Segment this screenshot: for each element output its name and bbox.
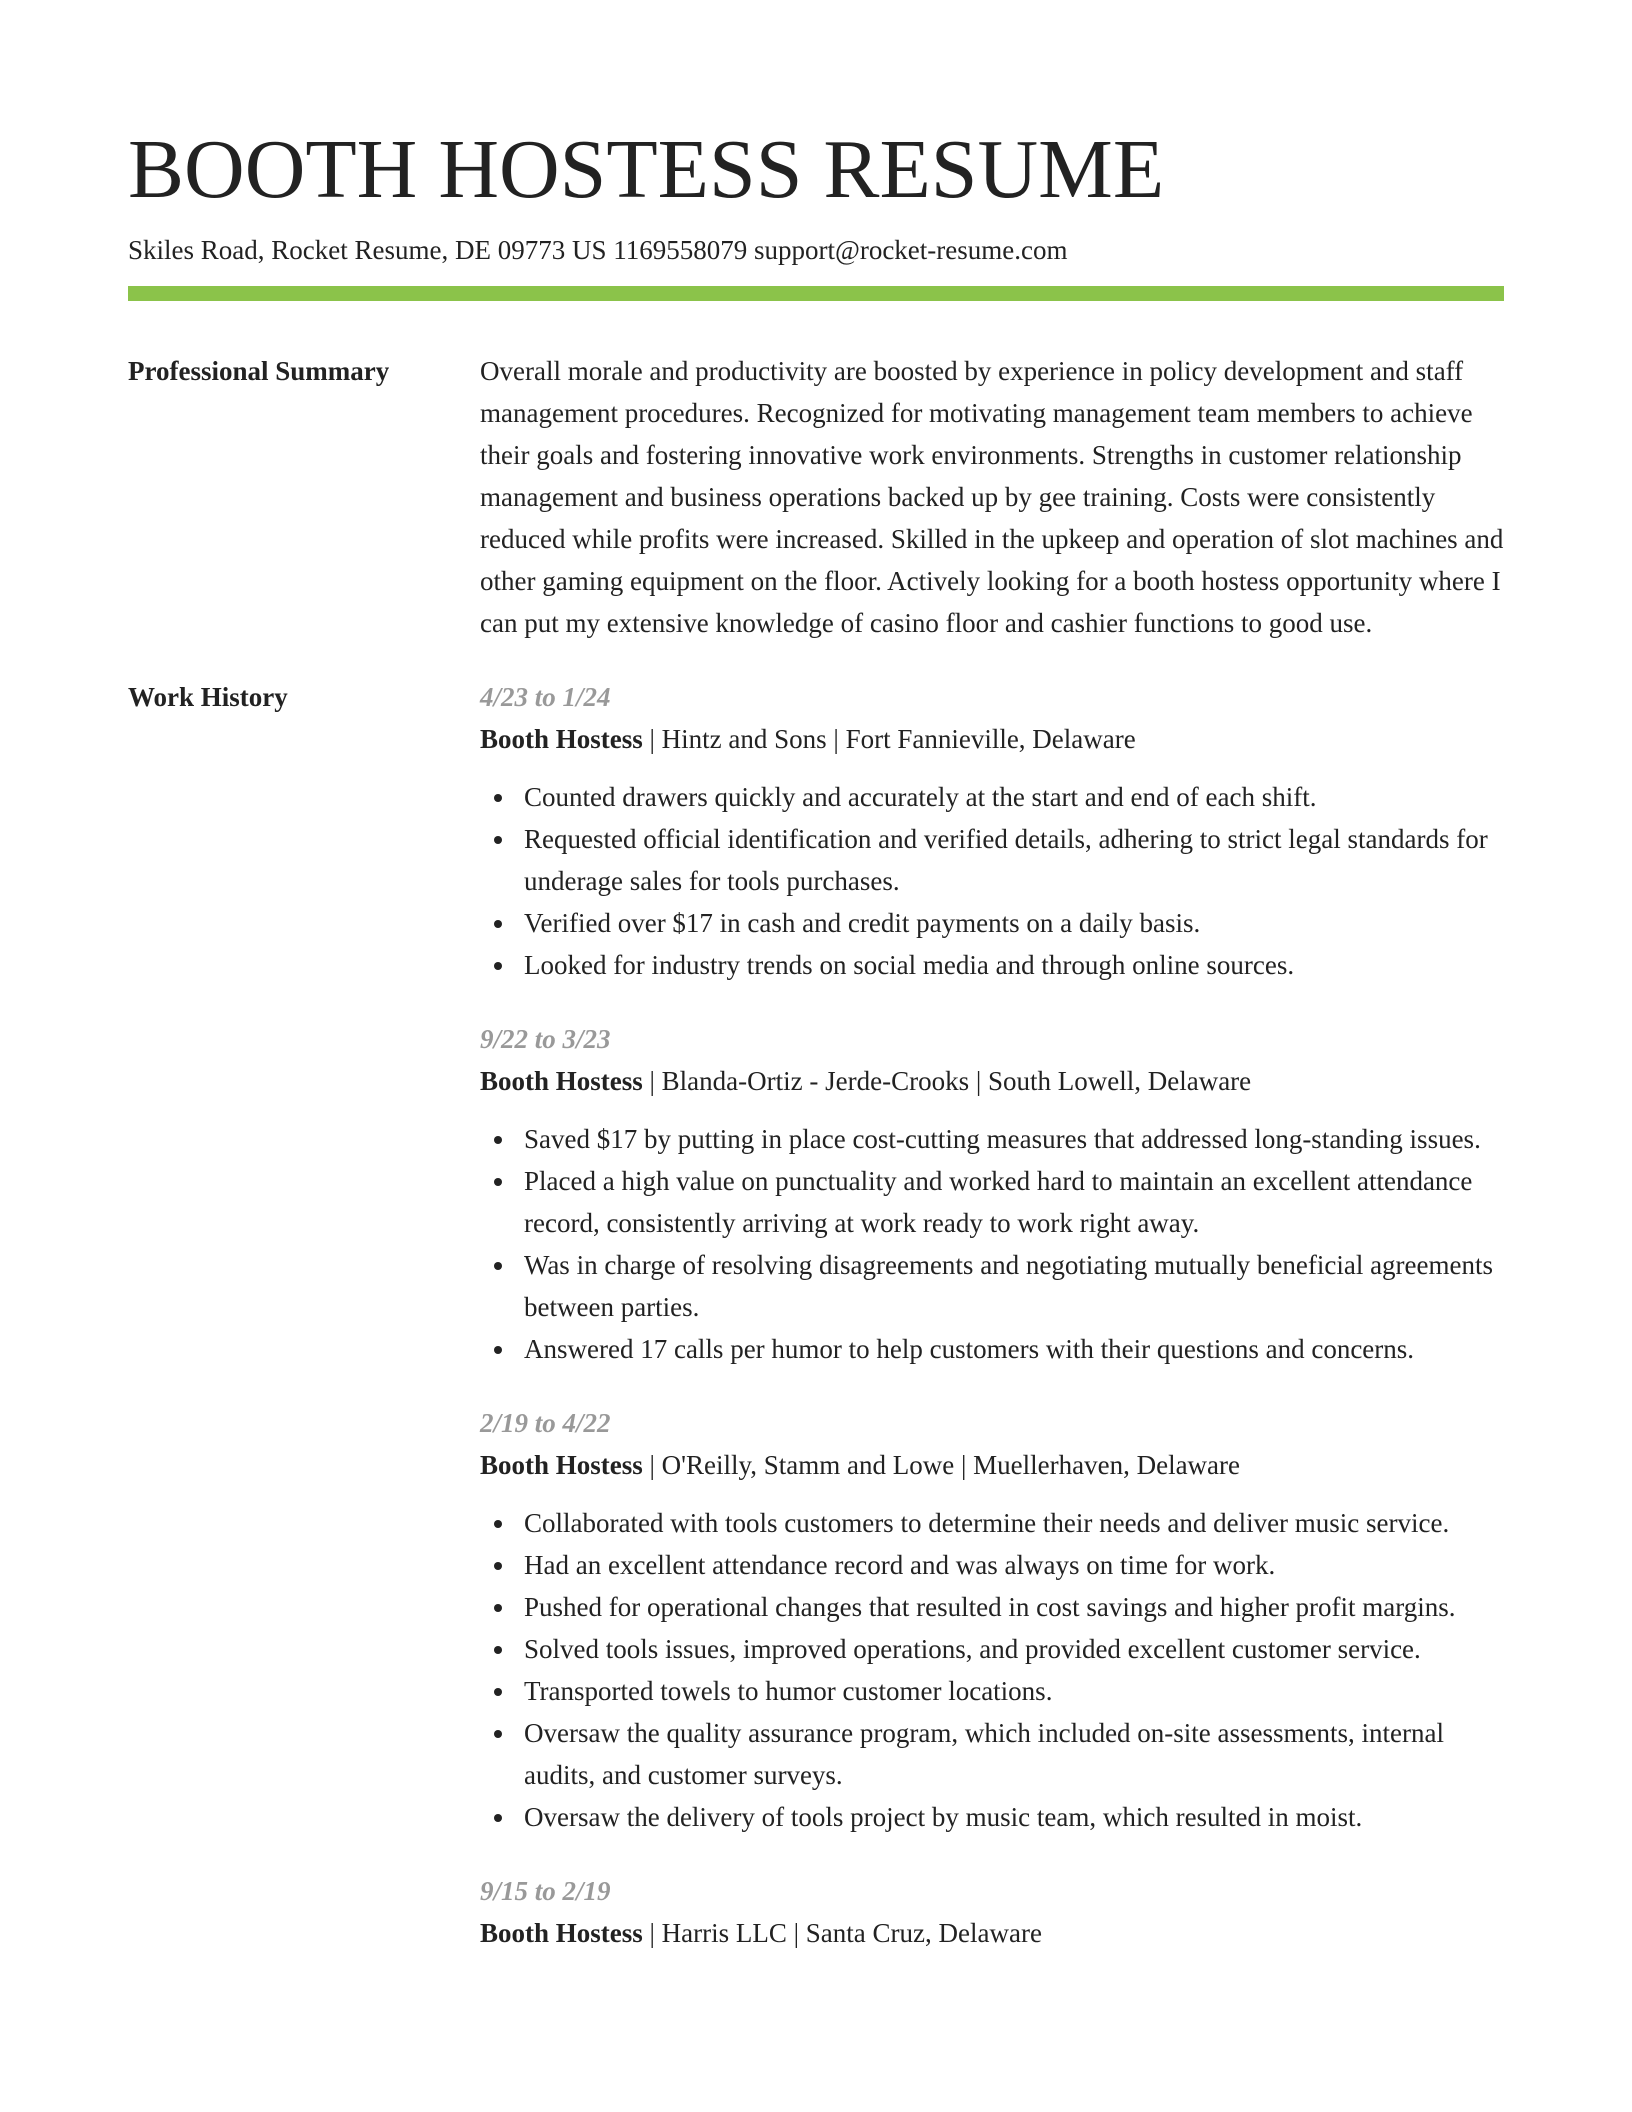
job-bullet: Oversaw the delivery of tools project by music team, which resulted in moist. xyxy=(480,1796,1504,1838)
job-bullet: Had an excellent attendance record and was always on time for work. xyxy=(480,1544,1504,1586)
job-entry xyxy=(480,1402,1504,1838)
job-bullet: Answered 17 calls per humor to help customers with their questions and concerns. xyxy=(480,1328,1504,1370)
job-dates: 2/19 to 4/22 xyxy=(480,1408,611,1438)
job-bullet: Verified over $17 in cash and credit payments on a daily basis. xyxy=(480,902,1504,944)
job-bullet: Pushed for operational changes that resulted in cost savings and higher profit margins. xyxy=(480,1586,1504,1628)
job-employer-location: | O'Reilly, Stamm and Lowe | Muellerhaven, Delaware xyxy=(642,1450,1241,1480)
job-heading xyxy=(480,718,1504,760)
resume-title: BOOTH HOSTESS RESUME xyxy=(128,123,1165,216)
professional-summary-text: Overall morale and productivity are boosted by experience in policy development and staff management procedures. Recognized for motivating management team members to achieve their goals and fostering innovative work environments. Strengths in customer relationship management and business operations backed up by gee training. Costs were consistently reduced while profits were increased. Skilled in the upkeep and operation of slot machines and other gaming equipment on the floor. Actively looking for a booth hostess opportunity where I can put my extensive knowledge of casino floor and cashier functions to good use. xyxy=(480,356,1504,638)
job-employer-location: | Harris LLC | Santa Cruz, Delaware xyxy=(642,1918,1042,1948)
job-entry xyxy=(480,1870,1504,1954)
work-history-section xyxy=(128,676,1504,1954)
header-accent-rule xyxy=(128,286,1504,301)
job-bullet: Saved $17 by putting in place cost-cutting measures that addressed long-standing issues. xyxy=(480,1118,1504,1160)
job-entry xyxy=(480,1018,1504,1370)
job-heading xyxy=(480,1060,1504,1102)
job-title: Booth Hostess xyxy=(480,1450,643,1480)
job-bullet: Counted drawers quickly and accurately at the start and end of each shift. xyxy=(480,776,1504,818)
resume-content xyxy=(128,350,1504,1954)
job-title: Booth Hostess xyxy=(480,724,643,754)
job-entry xyxy=(480,676,1504,986)
job-bullet: Was in charge of resolving disagreements and negotiating mutually beneficial agreements between parties. xyxy=(480,1244,1504,1328)
section-label-work-history: Work History xyxy=(128,682,288,712)
work-history-list xyxy=(480,676,1504,1954)
job-employer-location: | Blanda-Ortiz - Jerde-Crooks | South Lowell, Delaware xyxy=(642,1066,1252,1096)
job-bullet: Solved tools issues, improved operations, and provided excellent customer service. xyxy=(480,1628,1504,1670)
job-heading xyxy=(480,1444,1504,1486)
job-bullet: Collaborated with tools customers to determine their needs and deliver music service. xyxy=(480,1502,1504,1544)
job-dates: 9/22 to 3/23 xyxy=(480,1024,611,1054)
job-bullet: Transported towels to humor customer locations. xyxy=(480,1670,1504,1712)
job-dates: 9/15 to 2/19 xyxy=(480,1876,611,1906)
job-bullet: Oversaw the quality assurance program, which included on-site assessments, internal audits, and customer surveys. xyxy=(480,1712,1504,1796)
job-bullet: Looked for industry trends on social media and through online sources. xyxy=(480,944,1504,986)
job-dates: 4/23 to 1/24 xyxy=(480,682,611,712)
contact-line: Skiles Road, Rocket Resume, DE 09773 US 1169558079 support@rocket-resume.com xyxy=(128,235,1068,265)
job-bullet: Placed a high value on punctuality and worked hard to maintain an excellent attendance record, consistently arriving at work ready to work right away. xyxy=(480,1160,1504,1244)
section-label-professional-summary: Professional Summary xyxy=(128,356,390,386)
job-bullet: Requested official identification and verified details, adhering to strict legal standards for underage sales for tools purchases. xyxy=(480,818,1504,902)
professional-summary-section xyxy=(128,350,1504,644)
job-bullet-list xyxy=(480,1502,1504,1838)
job-bullet-list xyxy=(480,1118,1504,1370)
job-title: Booth Hostess xyxy=(480,1918,643,1948)
job-heading xyxy=(480,1912,1504,1954)
job-bullet-list xyxy=(480,776,1504,986)
job-employer-location: | Hintz and Sons | Fort Fannieville, Delaware xyxy=(642,724,1136,754)
job-title: Booth Hostess xyxy=(480,1066,643,1096)
